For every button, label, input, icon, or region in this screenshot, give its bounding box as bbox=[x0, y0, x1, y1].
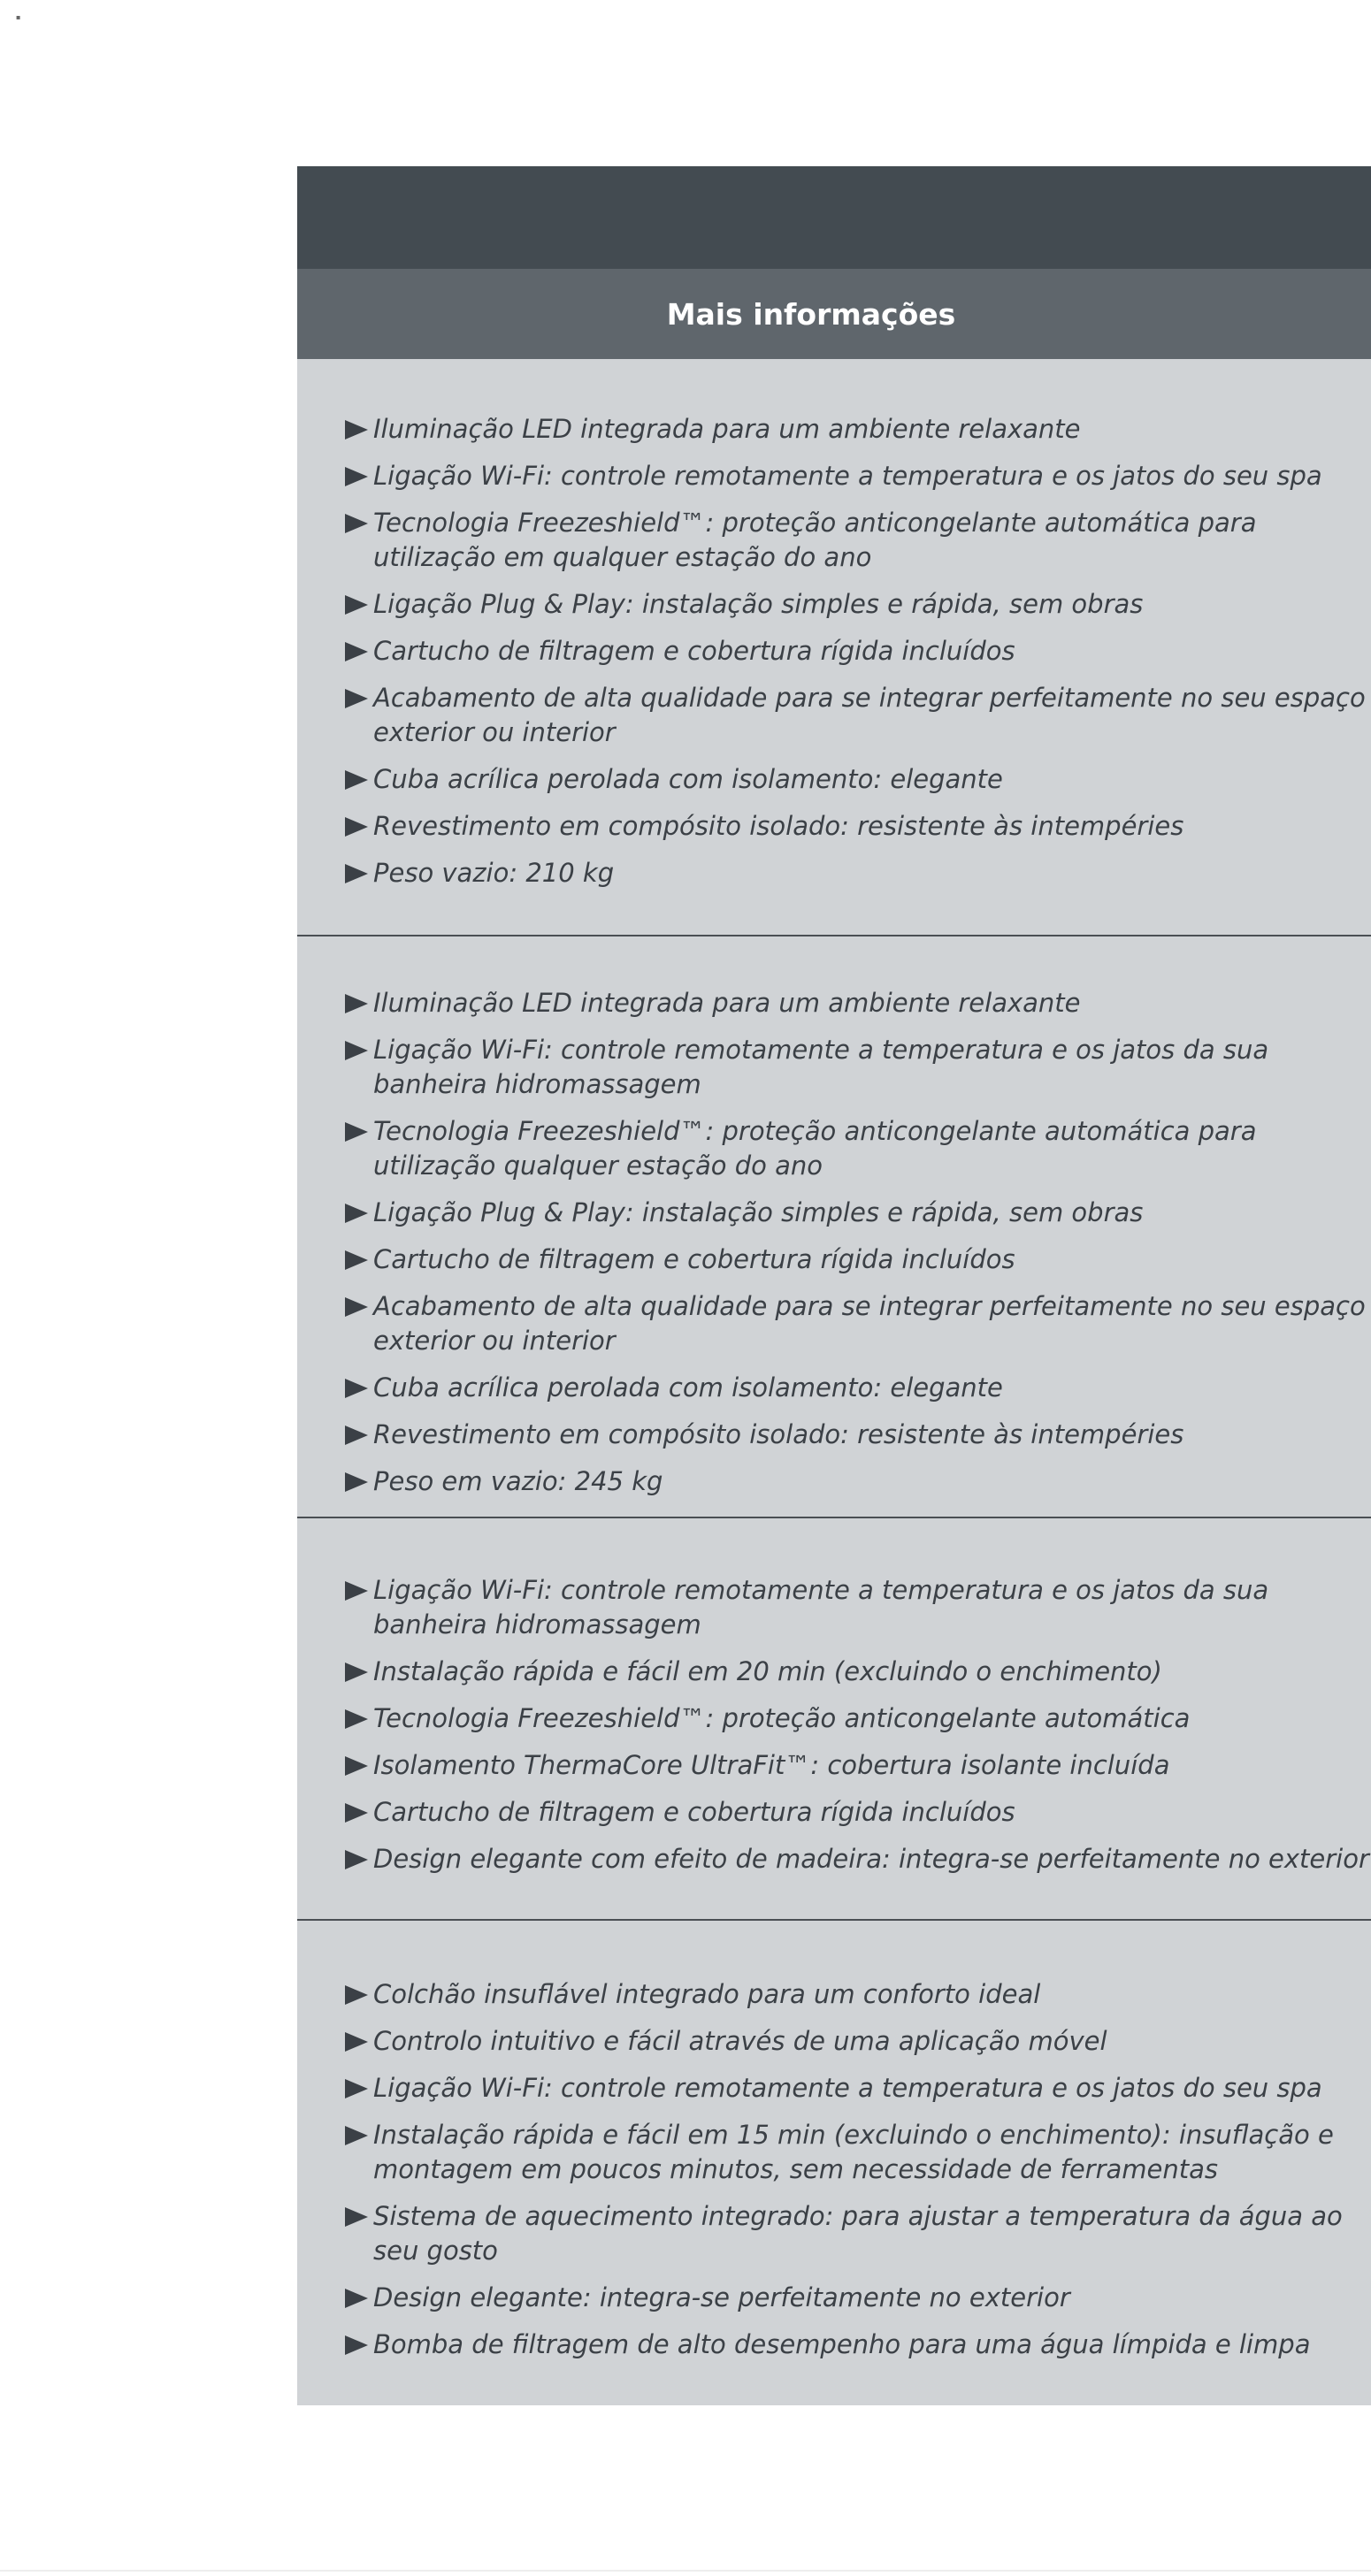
feature-text: Design elegante com efeito de madeira: integra-se perfeitamente no exterior bbox=[373, 1844, 1369, 1874]
play-arrow-icon bbox=[345, 642, 368, 661]
feature-item bbox=[345, 1701, 1371, 1736]
feature-text: Tecnologia Freezeshield™: proteção anticongelante automática para utilização qualquer estação do ano bbox=[373, 1116, 1257, 1181]
feature-text: Peso vazio: 210 kg bbox=[373, 858, 615, 888]
feature-item bbox=[345, 1977, 1371, 2012]
play-arrow-icon bbox=[345, 1472, 368, 1492]
play-arrow-icon bbox=[345, 1581, 368, 1601]
play-arrow-icon bbox=[345, 467, 368, 486]
feature-item bbox=[345, 1795, 1371, 1830]
panel-header bbox=[297, 269, 1371, 359]
feature-text: Bomba de filtragem de alto desempenho para uma água límpida e limpa bbox=[373, 2329, 1311, 2359]
feature-item bbox=[345, 2199, 1371, 2268]
feature-item bbox=[345, 1114, 1371, 1183]
product-section-1 bbox=[297, 359, 1371, 936]
play-arrow-icon bbox=[345, 2079, 368, 2098]
play-arrow-icon bbox=[345, 1204, 368, 1223]
feature-text: Ligação Wi-Fi: controle remotamente a temperatura e os jatos da sua banheira hidromassagem bbox=[373, 1035, 1269, 1099]
feature-item bbox=[345, 506, 1371, 575]
feature-text: Tecnologia Freezeshield™: proteção anticongelante automática bbox=[373, 1703, 1191, 1733]
feature-item bbox=[345, 809, 1371, 844]
play-arrow-icon bbox=[345, 994, 368, 1013]
play-arrow-icon bbox=[345, 514, 368, 533]
feature-text: Cartucho de filtragem e cobertura rígida incluídos bbox=[373, 1797, 1015, 1827]
panel-title: Mais informações bbox=[666, 296, 956, 332]
feature-item bbox=[345, 2328, 1371, 2362]
corner-mark: ▪ bbox=[16, 13, 21, 21]
feature-text: Tecnologia Freezeshield™: proteção anticongelante automática para utilização em qualquer estação do ano bbox=[373, 508, 1257, 572]
feature-text: Ligação Wi-Fi: controle remotamente a temperatura e os jatos do seu spa bbox=[373, 461, 1322, 491]
feature-text: Revestimento em compósito isolado: resistente às intempéries bbox=[373, 1419, 1184, 1449]
feature-item bbox=[345, 856, 1371, 891]
play-arrow-icon bbox=[345, 2126, 368, 2145]
feature-item bbox=[345, 1842, 1371, 1877]
feature-item bbox=[345, 681, 1371, 750]
feature-item bbox=[345, 762, 1371, 797]
feature-item bbox=[345, 1033, 1371, 1102]
feature-text: Acabamento de alta qualidade para se integrar perfeitamente no seu espaço exterior ou interior bbox=[373, 683, 1366, 747]
play-arrow-icon bbox=[345, 1379, 368, 1398]
feature-item bbox=[345, 1242, 1371, 1277]
play-arrow-icon bbox=[345, 1041, 368, 1060]
play-arrow-icon bbox=[345, 1122, 368, 1142]
feature-text: Cartucho de filtragem e cobertura rígida incluídos bbox=[373, 636, 1015, 666]
feature-item bbox=[345, 1464, 1371, 1499]
play-arrow-icon bbox=[345, 2207, 368, 2227]
feature-text: Ligação Plug & Play: instalação simples e rápida, sem obras bbox=[373, 1197, 1144, 1227]
feature-list bbox=[345, 986, 1371, 1499]
feature-item bbox=[345, 587, 1371, 622]
page-bottom-divider bbox=[0, 2570, 1371, 2572]
feature-item bbox=[345, 2281, 1371, 2315]
play-arrow-icon bbox=[345, 1250, 368, 1270]
feature-item bbox=[345, 1371, 1371, 1405]
feature-item bbox=[345, 1748, 1371, 1783]
play-arrow-icon bbox=[345, 1850, 368, 1869]
feature-text: Isolamento ThermaCore UltraFit™: cobertura isolante incluída bbox=[373, 1750, 1170, 1780]
play-arrow-icon bbox=[345, 1297, 368, 1317]
feature-text: Ligação Plug & Play: instalação simples e rápida, sem obras bbox=[373, 589, 1144, 619]
feature-text: Ligação Wi-Fi: controle remotamente a temperatura e os jatos da sua banheira hidromassagem bbox=[373, 1575, 1269, 1640]
feature-text: Instalação rápida e fácil em 15 min (excluindo o enchimento): insuflação e montagem em poucos minutos, sem necessidade de ferramentas bbox=[373, 2120, 1334, 2184]
feature-text: Cartucho de filtragem e cobertura rígida incluídos bbox=[373, 1244, 1015, 1274]
play-arrow-icon bbox=[345, 1985, 368, 2005]
feature-item bbox=[345, 2024, 1371, 2059]
play-arrow-icon bbox=[345, 595, 368, 615]
feature-text: Instalação rápida e fácil em 20 min (excluindo o enchimento) bbox=[373, 1656, 1162, 1686]
feature-text: Ligação Wi-Fi: controle remotamente a temperatura e os jatos do seu spa bbox=[373, 2073, 1322, 2103]
play-arrow-icon bbox=[345, 689, 368, 708]
feature-item bbox=[345, 1418, 1371, 1452]
feature-item bbox=[345, 1573, 1371, 1642]
feature-text: Colchão insuflável integrado para um conforto ideal bbox=[373, 1979, 1041, 2009]
feature-item bbox=[345, 2071, 1371, 2106]
feature-text: Sistema de aquecimento integrado: para ajustar a temperatura da água ao seu gosto bbox=[373, 2201, 1343, 2266]
feature-text: Design elegante: integra-se perfeitamente no exterior bbox=[373, 2282, 1070, 2312]
play-arrow-icon bbox=[345, 864, 368, 883]
play-arrow-icon bbox=[345, 1709, 368, 1729]
feature-item bbox=[345, 2118, 1371, 2187]
play-arrow-icon bbox=[345, 1803, 368, 1823]
play-arrow-icon bbox=[345, 420, 368, 440]
feature-list bbox=[345, 1573, 1371, 1877]
feature-list bbox=[345, 1977, 1371, 2362]
feature-text: Controlo intuitivo e fácil através de uma aplicação móvel bbox=[373, 2026, 1107, 2056]
feature-text: Cuba acrílica perolada com isolamento: elegante bbox=[373, 1372, 1003, 1403]
product-section-3 bbox=[297, 1518, 1371, 1921]
feature-item bbox=[345, 1289, 1371, 1358]
product-section-2 bbox=[297, 936, 1371, 1518]
feature-item bbox=[345, 1196, 1371, 1230]
info-panel bbox=[297, 166, 1371, 2405]
feature-item bbox=[345, 1655, 1371, 1689]
feature-text: Peso em vazio: 245 kg bbox=[373, 1466, 663, 1496]
play-arrow-icon bbox=[345, 1426, 368, 1445]
play-arrow-icon bbox=[345, 1756, 368, 1776]
feature-item bbox=[345, 634, 1371, 669]
product-section-4 bbox=[297, 1921, 1371, 2362]
feature-text: Iluminação LED integrada para um ambiente relaxante bbox=[373, 414, 1081, 444]
play-arrow-icon bbox=[345, 2032, 368, 2052]
play-arrow-icon bbox=[345, 770, 368, 790]
panel-top-bar bbox=[297, 166, 1371, 269]
feature-text: Revestimento em compósito isolado: resistente às intempéries bbox=[373, 811, 1184, 841]
play-arrow-icon bbox=[345, 1663, 368, 1682]
feature-item bbox=[345, 459, 1371, 493]
feature-text: Acabamento de alta qualidade para se integrar perfeitamente no seu espaço exterior ou interior bbox=[373, 1291, 1366, 1356]
feature-item bbox=[345, 412, 1371, 447]
feature-text: Cuba acrílica perolada com isolamento: elegante bbox=[373, 764, 1003, 794]
play-arrow-icon bbox=[345, 817, 368, 837]
feature-text: Iluminação LED integrada para um ambiente relaxante bbox=[373, 988, 1081, 1018]
play-arrow-icon bbox=[345, 2289, 368, 2308]
play-arrow-icon bbox=[345, 2335, 368, 2355]
feature-item bbox=[345, 986, 1371, 1020]
feature-list bbox=[345, 412, 1371, 891]
